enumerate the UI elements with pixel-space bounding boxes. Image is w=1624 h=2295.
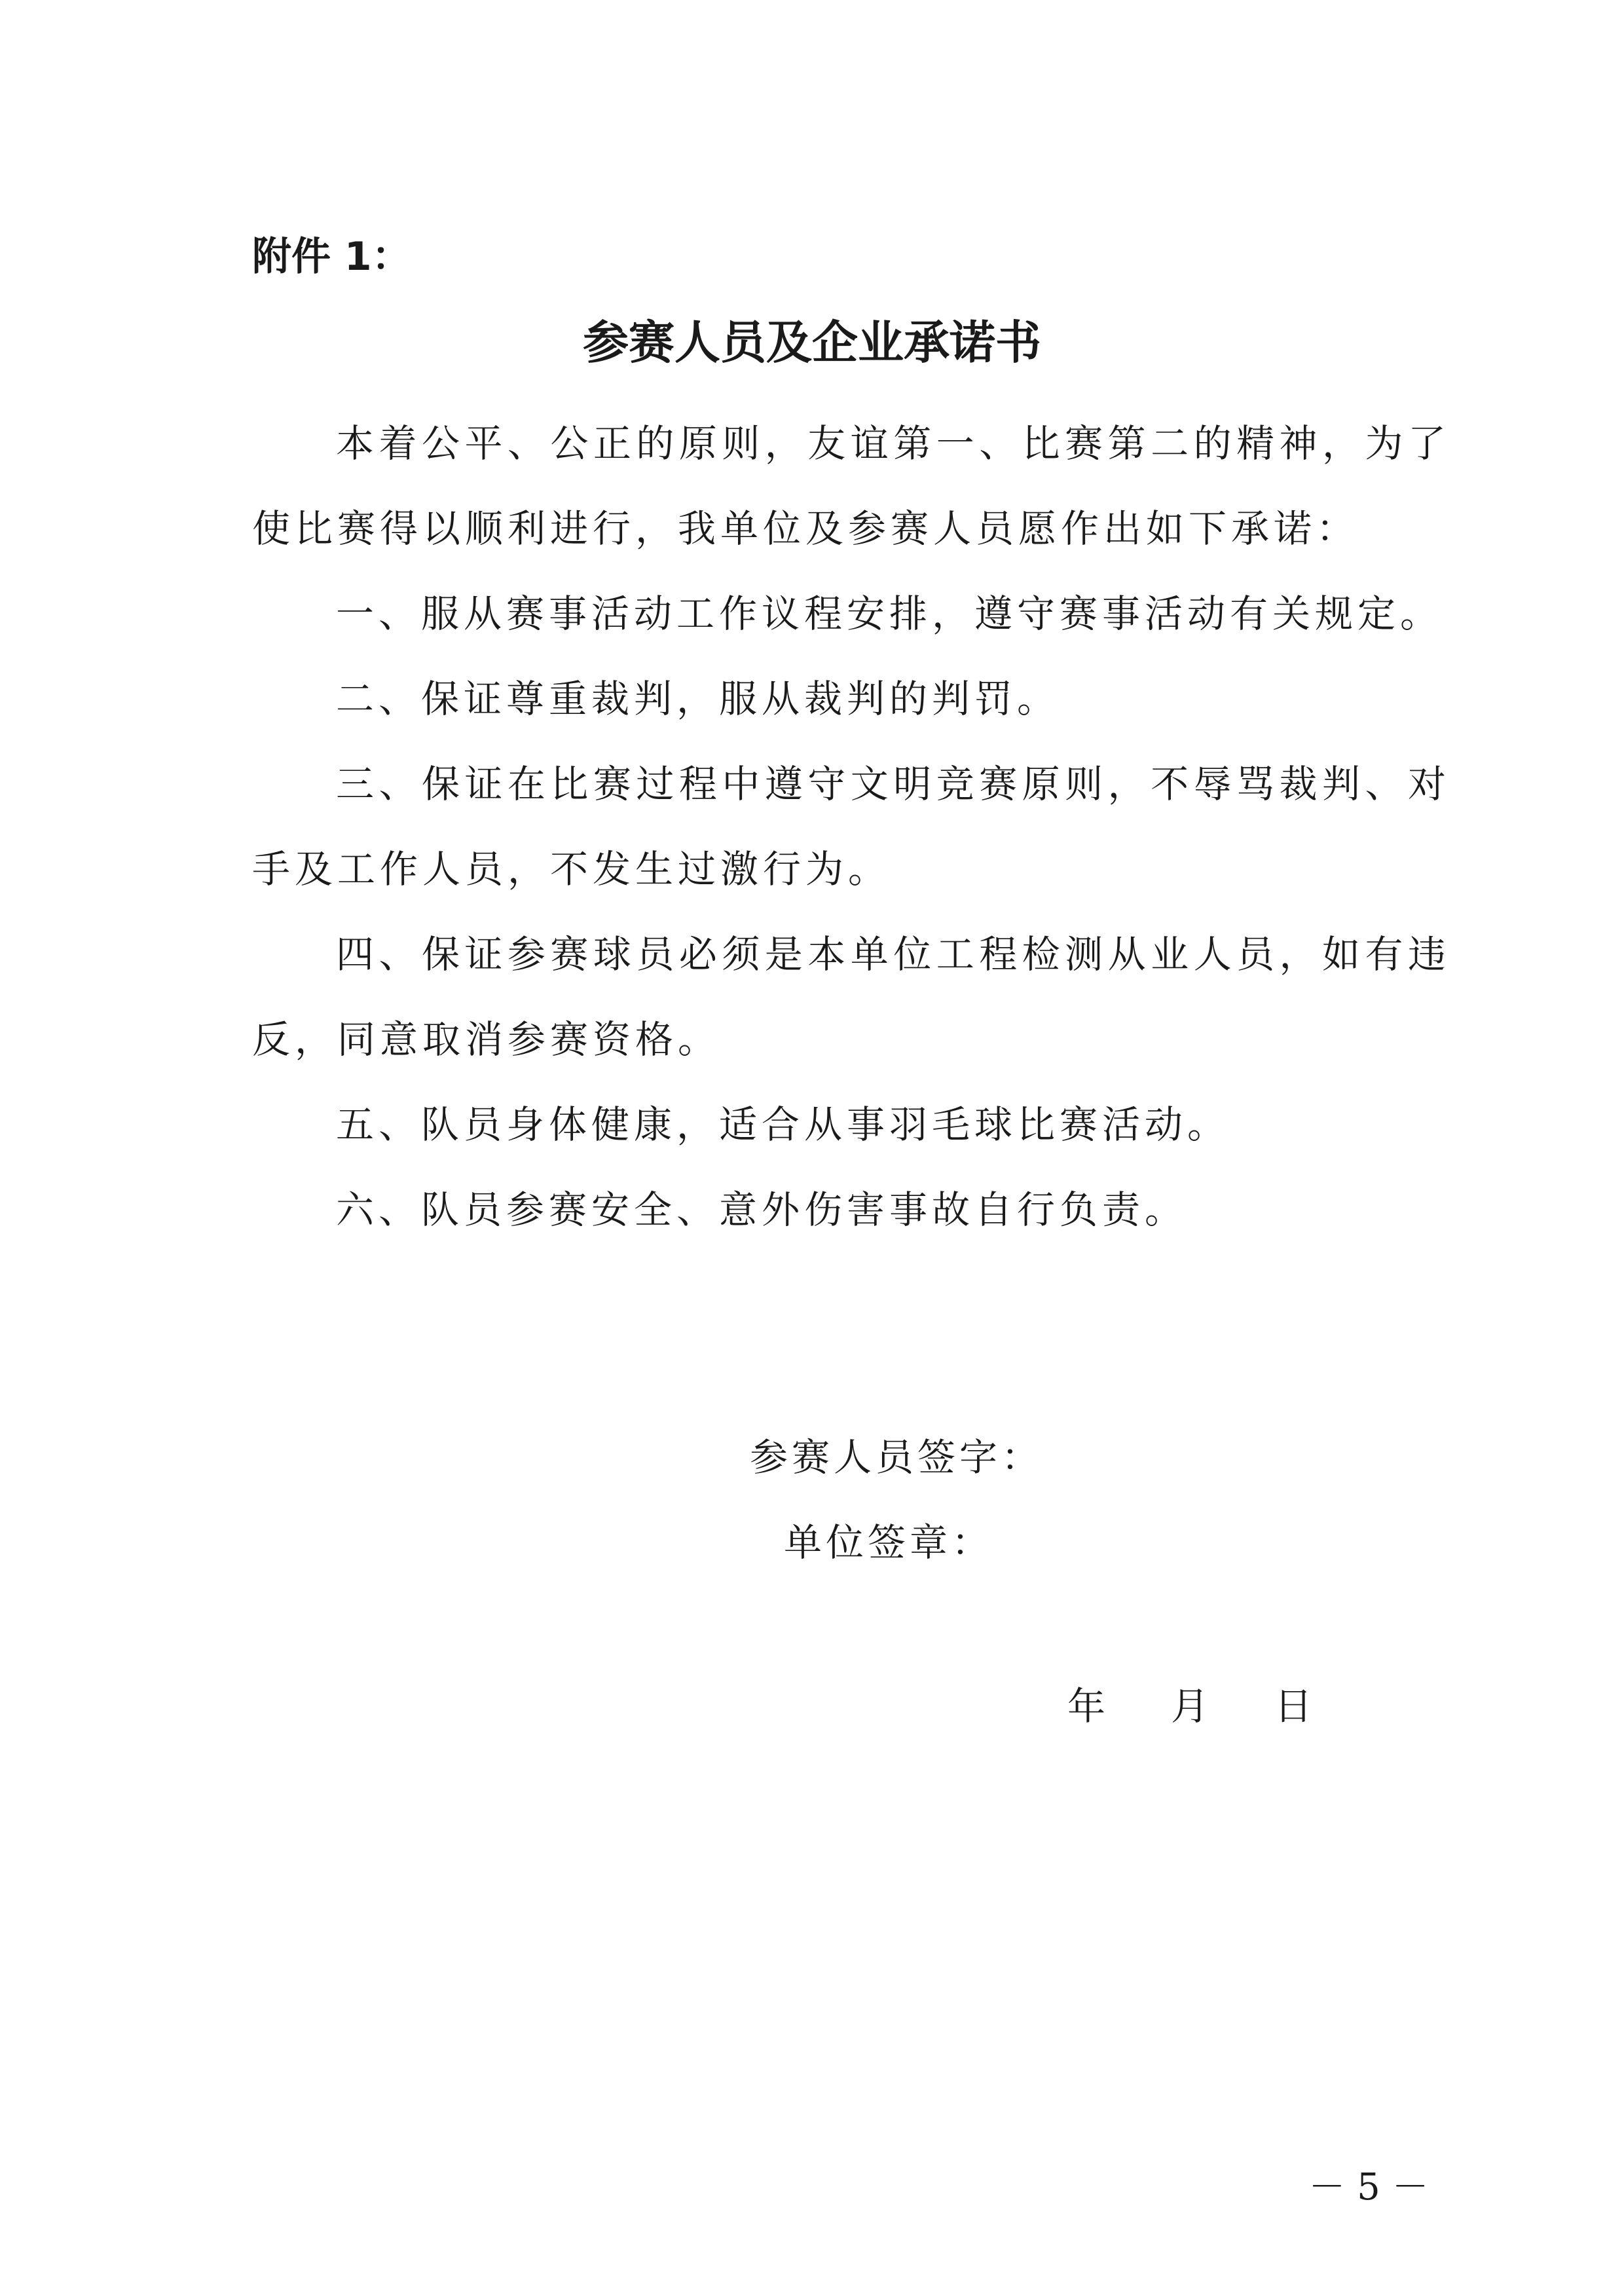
- intro-paragraph: 本着公平、公正的原则，友谊第一、比赛第二的精神，为了使比赛得以顺利进行，我单位及参赛人员愿作出如下承诺：: [252, 421, 1450, 551]
- commitment-item-2: 二、保证尊重裁判，服从裁判的判罚。: [336, 677, 1060, 721]
- commitment-item-3: 三、保证在比赛过程中遵守文明竞赛原则，不辱骂裁判、对手及工作人员，不发生过激行为。: [252, 762, 1450, 891]
- page-number: － 5 －: [1308, 2166, 1429, 2209]
- commitment-item-1: 一、服从赛事活动工作议程安排，遵守赛事活动有关规定。: [336, 591, 1443, 636]
- commitment-item-5: 五、队员身体健康，适合从事羽毛球比赛活动。: [336, 1102, 1230, 1147]
- attachment-label: 附件 1：: [252, 234, 411, 280]
- document-body: [252, 401, 1450, 1252]
- date-year: 年: [1067, 1684, 1106, 1728]
- document-title: 参赛人员及企业承诺书: [583, 315, 1041, 369]
- date-month: 月: [1171, 1684, 1209, 1728]
- participant-signature-label: 参赛人员签字：: [750, 1435, 1044, 1480]
- date-day: 日: [1274, 1684, 1313, 1728]
- commitment-item-6: 六、队员参赛安全、意外伤害事故自行负责。: [336, 1187, 1188, 1232]
- signature-block: [750, 1415, 1043, 1585]
- commitment-item-4: 四、保证参赛球员必须是本单位工程检测从业人员，如有违反，同意取消参赛资格。: [252, 932, 1450, 1062]
- unit-seal-label: 单位签章：: [784, 1520, 994, 1565]
- date-line: [1067, 1664, 1312, 1749]
